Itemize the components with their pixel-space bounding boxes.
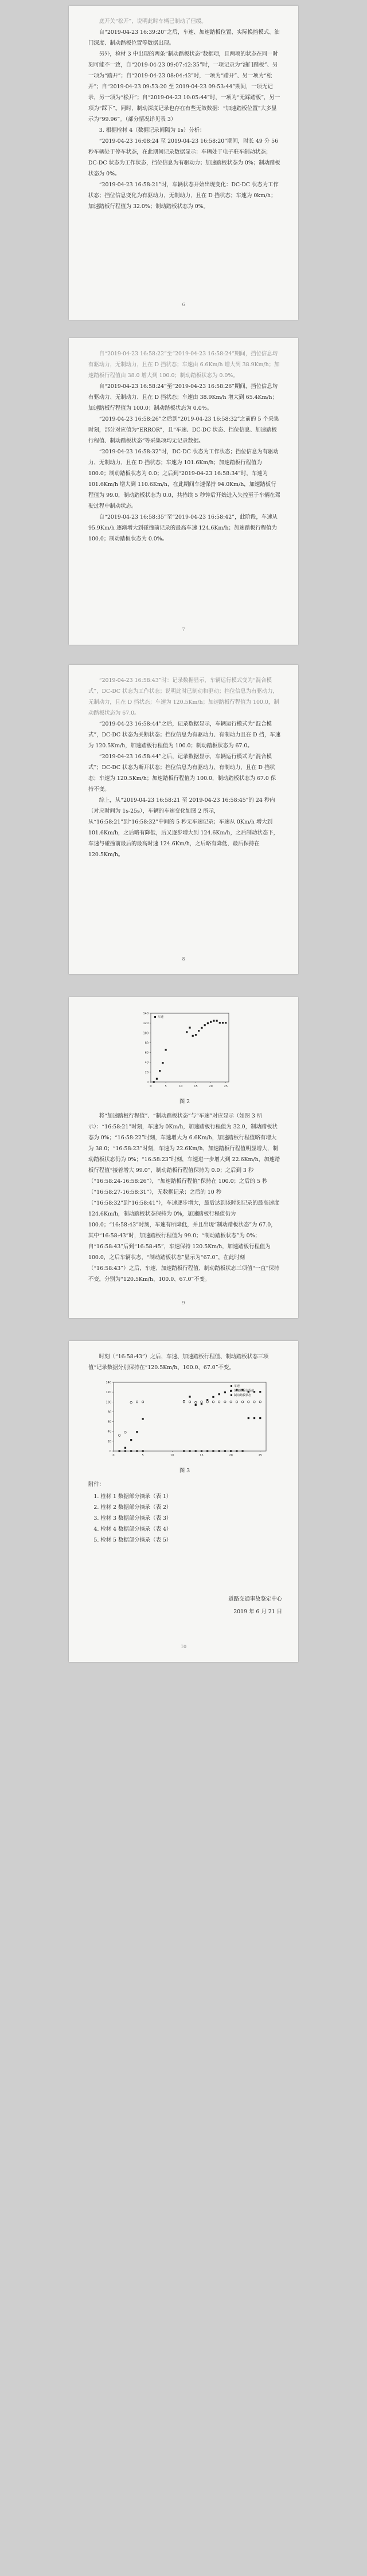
- y-tick-label: 100: [143, 1032, 149, 1036]
- paragraph: 综上，从“2019-04-23 16:58:21 至 2019-04-23 16:58:45”的 24 秒内（对应时间为 1s-25s），车辆的车速变化如图 2 所示，从“16:58:21”到“16:58:32”中间的 5 秒无车速记录；车速从 0Km/h 增大到 101.6Km/h，之后略有降低，后又逐步增大到 124.6Km/h，之后制动状态下，车速与碰撞前最后的最高时速 124.6Km/h，之后略有降低，最后保持在 120.5Km/h。: [88, 797, 279, 858]
- paragraph: “2019-04-23 16:58:44”之后，记录数据显示，车辆运行模式为“混合模式”；DC-DC 状态为断开状态；挡位信息为有驱动力、有制动力，且在 D 挡状态；车速为 120.5Km/h；加速踏板行程值为 100.0，制动踏板状态为 67.0 保持不变。: [88, 754, 276, 793]
- data-point: [224, 1391, 226, 1393]
- y-tick-label: 60: [107, 1420, 111, 1424]
- data-point: [206, 1450, 208, 1452]
- data-point: [136, 1401, 138, 1403]
- legend-marker: [154, 1016, 156, 1018]
- y-tick-label: 40: [145, 1061, 149, 1065]
- page-number: 7: [182, 627, 185, 632]
- data-point: [201, 1027, 202, 1029]
- x-tick-label: 5: [165, 1085, 167, 1088]
- data-point: [124, 1447, 126, 1449]
- data-point: [195, 1450, 197, 1452]
- data-point: [195, 1401, 197, 1403]
- data-point: [225, 1022, 227, 1024]
- x-tick-label: 15: [200, 1454, 204, 1457]
- data-point: [218, 1450, 220, 1452]
- page-number: 6: [182, 302, 185, 307]
- paragraph: 自“2019-04-23 16:58:22”至“2019-04-23 16:58:24”期间，挡位信息均有驱动力，无制动力，且在 D 挡状态；车速由 6.6Km/h 增大到 38.9Km/h；加速踏板行程值由 38.0 增大到 100.0；制动踏板状态为 0.0%。: [88, 351, 280, 379]
- y-tick-label: 140: [143, 1012, 149, 1015]
- data-point: [222, 1022, 224, 1024]
- x-tick-label: 10: [179, 1085, 183, 1088]
- x-tick-label: 10: [170, 1454, 174, 1457]
- data-point: [241, 1450, 243, 1452]
- data-point: [189, 1027, 190, 1029]
- data-point: [253, 1417, 255, 1419]
- x-tick-label: 0: [150, 1085, 152, 1088]
- data-point: [212, 1401, 214, 1403]
- data-point: [183, 1450, 185, 1452]
- data-point: [142, 1450, 144, 1452]
- data-point: [195, 1404, 197, 1406]
- data-point: [189, 1396, 190, 1398]
- y-tick-label: 20: [107, 1440, 111, 1444]
- paragraph: 自“2019-04-23 16:58:35”至“2019-04-23 16:58:42”，此阶段，车速从 95.9Km/h 逐渐增大到碰撞前记录的最高车速 124.6Km/h；加速踏板行程值为 100.0；制动踏板状态为 0.0%。: [88, 514, 278, 542]
- attachment-item: 5. 检材 5 数据部分摘录（表 5）: [93, 1537, 172, 1543]
- data-point: [248, 1401, 249, 1403]
- data-point: [124, 1450, 126, 1452]
- data-point: [230, 1450, 232, 1452]
- legend-label: 加速踏板行程值: [234, 1389, 255, 1393]
- data-point: [201, 1401, 202, 1403]
- plot-frame: [114, 1382, 266, 1451]
- data-point: [153, 1081, 155, 1083]
- paragraph: “2019-04-23 16:58:21”时，车辆状态开始出现变化：DC-DC 状态为工作状态；挡位信息变化为有驱动力，无制动力，且在 D 挡状态；车速为 0km/h；加速踏板行程值为 32.0%；制动踏板状态为 0%。: [88, 182, 279, 210]
- data-point: [218, 1393, 220, 1395]
- data-point: [156, 1078, 158, 1080]
- combined-chart-svg: [99, 1377, 271, 1463]
- attachment-item: 2. 检材 2 数据部分摘录（表 2）: [93, 1504, 172, 1511]
- data-point: [201, 1403, 202, 1405]
- x-tick-label: 15: [194, 1085, 198, 1088]
- data-point: [218, 1401, 220, 1403]
- x-tick-label: 25: [258, 1454, 262, 1457]
- data-point: [236, 1450, 237, 1452]
- attachment-item: 3. 检材 3 数据部分摘录（表 3）: [93, 1515, 172, 1522]
- paragraph: 将“加速踏板行程值”、“制动踏板状态”与“车速”对应显示（如图 3 所示）：“16:58:21”时刻，车速为 0Km/h，加速踏板行程值为 32.0，制动踏板状态为 0%；“16:58:22”时刻，车速增大为 6.6Km/h，加速踏板行程值略有增大为 38.0；“16:58:23”时刻，车速为 22.6Km/h，加速踏板行程值明显增大，制动踏板状态仍为 0%；“16:58:23”时刻，车速进一步增大到 22.6Km/h，加速踏板行程值“接着增大 99.0”，制动踏板行程值保持为 0.0；之后到 3 秒（“16:58:24-16:58:26”），“加速踏板行程值”保持在 100.0；之后的 5 秒（“16:58:27-16:58:31”），无数据记录；之后的 10 秒（“16:58:32”到“16:58:41”），车速逐步增大，最后达到该时刻记录的最高速度 124.6Km/h，制动踏板状态保持为 0%，加速踏板行程值仍为 100.0；“16:58:43”时刻，车速有所降低，并且出现“制动踏板状态”为 67.0，其中“16:58:43”时，加速踏板行程值为 99.0；“制动踏板状态”为 0%；自“16:58:43”后到“16:58:45”，车速保持 120.5Km/h，加速踏板行程值为 100.0，之后车辆状态，“制动踏板状态”显示为“67.0”，在此时刻（“16:58:43”）之后，车速、加速踏板行程值、制动踏板状态三项值“一直”保持不变，分别为“120.5Km/h、100.0、67.0”不变。: [88, 1113, 280, 1283]
- data-point: [136, 1450, 138, 1452]
- attachment-item: 1. 检材 1 数据部分摘录（表 1）: [93, 1493, 172, 1500]
- data-point: [189, 1450, 190, 1452]
- data-point: [130, 1450, 132, 1452]
- combined-chart: [99, 1377, 271, 1463]
- plot-frame: [151, 1013, 229, 1082]
- paragraph: 时刻（“16:58:43”）之后，车速、加速踏板行程值、制动踏板状态三项值“记录数据分别保持在“120.5Km/h、100.0、67.0”不变。: [88, 1354, 269, 1371]
- paragraph: “2019-04-23 16:58:43”时：记录数据显示，车辆运行模式变为“混合模式”，DC-DC 状态为工作状态；说明此时已制动和驱动；挡位信息为有驱动力，无制动力，且在 D 挡状态；车速为 120.5Km/h；加速踏板行程值为 100.0，制动踏板状态为 67.0。: [88, 677, 279, 716]
- y-tick-label: 40: [107, 1430, 111, 1434]
- data-point: [192, 1035, 194, 1037]
- data-point: [142, 1418, 144, 1420]
- attachments-title: 附件：: [88, 1481, 105, 1488]
- data-point: [224, 1450, 226, 1452]
- legend-label: 制动踏板状态: [234, 1394, 252, 1397]
- page-6: [69, 6, 298, 320]
- data-point: [219, 1022, 221, 1024]
- y-tick-label: 80: [107, 1410, 111, 1414]
- paragraph: 自“2019-04-23 16:39:20”之后，车速、加速踏板位置、实际换挡模式、油门深度、制动踏板位置等数据出现。: [88, 29, 280, 46]
- y-tick-label: 20: [145, 1071, 149, 1075]
- x-tick-label: 20: [229, 1454, 233, 1457]
- data-point: [236, 1401, 237, 1403]
- paragraph: 自“2019-04-23 16:58:24”至“2019-04-23 16:58:26”期间，挡位信息均有驱动力、无制动力、且在 D 挡状态；车速由 38.9Km/h 增大到 65.4Km/h；加速踏板行程值为 100.0；制动踏板状态为 0.0%。: [88, 383, 278, 411]
- data-point: [206, 1401, 208, 1403]
- paragraph: “2019-04-23 16:08:24 至 2019-04-23 16:58:20”期间，时长 49 分 56 秒车辆处于停车状态，在此期间记录数据显示：车辆处于电子驻车制动状态；DC-DC 状态为工作状态，挡位信息为有驱动力；加速踏板状态为 0%；制动踏板状态为 0%。: [88, 138, 280, 177]
- y-tick-label: 120: [106, 1391, 111, 1395]
- data-point: [206, 1399, 208, 1401]
- y-tick-label: 0: [109, 1450, 111, 1453]
- data-point: [183, 1401, 185, 1403]
- data-point: [213, 1020, 214, 1022]
- data-point: [142, 1401, 143, 1403]
- data-point: [241, 1401, 243, 1403]
- x-tick-label: 5: [142, 1454, 144, 1457]
- data-point: [119, 1434, 120, 1436]
- data-point: [207, 1022, 209, 1024]
- data-point: [130, 1401, 132, 1403]
- x-tick-label: 20: [209, 1085, 213, 1088]
- signature-org: 道路交通事故鉴定中心: [228, 1596, 282, 1602]
- data-point: [248, 1417, 249, 1419]
- data-point: [165, 1049, 167, 1050]
- legend-marker: [231, 1394, 232, 1396]
- page-number: 8: [182, 956, 185, 962]
- x-tick-label: 25: [224, 1085, 228, 1088]
- page-7: [69, 338, 298, 645]
- data-point: [212, 1450, 214, 1452]
- data-point: [130, 1439, 132, 1441]
- paragraph: “2019-04-23 16:58:44”之后，记录数据显示，车辆运行模式为“混合模式”，DC-DC 状态为关断状态；挡位信息为有驱动力、有制动力且在 D 挡，车速为 120.5Km/h，加速踏板行程值为 100.0；制动踏板状态为 67.0。: [88, 721, 281, 749]
- data-point: [210, 1021, 212, 1023]
- data-point: [259, 1401, 261, 1403]
- paragraph: 另外，检材 3 中出现的两条“制动踏板状态”数据项，且两项的状态在同一时刻可能不一致，自“2019-04-23 09:07:42:35”时，一项记录为“油门踏板”、另一项为“踏开”；自“2019-04-23 08:04:43”时，一项为“踏开”、另一项为“松开”；自“2019-04-23 09:53:20 至 2019-04-23 09:53:44”期间，一项无记录，另一项为“松开”；自“2019-04-23 10:05:44”时，一项为“无踩踏板”，另一项为“踩下”。同时，制动深度记录也存在有些无效数据：“加速踏板位置”大多显示为“99.96”。（部分情况详见表 3）: [88, 51, 280, 123]
- data-point: [198, 1030, 200, 1032]
- paragraph: “2019-04-23 16:58:32”时，DC-DC 状态为工作状态；挡位信息为有驱动力、无制动力、且在 D 挡状态；车速为 101.6Km/h；加速踏板行程值为 100.0；制动踏板状态为 0.0；之后到“2019-04-23 16:58:34”时，车速为 101.6Km/h 增大到 110.6Km/h，在此期间车速保持 94.0Km/h，加速踏板行程值为 99.0，制动踏板状态为 0.0，共持续 5 秒钟后开始进入失控至于车辆在驾驶过程中制动状态。: [88, 449, 280, 509]
- page-number: 10: [180, 1644, 187, 1649]
- speed-chart-svg: [136, 1007, 233, 1093]
- page-9: [69, 997, 298, 1318]
- signature-block: [228, 1593, 282, 1618]
- y-tick-label: 120: [143, 1022, 149, 1026]
- y-tick-label: 60: [145, 1051, 149, 1055]
- figure-caption: 图 3: [179, 1468, 190, 1474]
- data-point: [159, 1070, 161, 1072]
- speed-chart: [136, 1007, 233, 1093]
- data-point: [224, 1401, 226, 1403]
- data-point: [195, 1034, 197, 1036]
- data-point: [189, 1401, 190, 1403]
- legend-marker: [231, 1385, 232, 1387]
- data-point: [212, 1396, 214, 1398]
- page-10: [69, 1341, 298, 1662]
- data-point: [253, 1401, 255, 1403]
- paragraph: 底开关“松开”，说明此时车辆已制动了但缓。: [99, 18, 207, 25]
- data-point: [162, 1062, 163, 1064]
- legend-label: 车速: [158, 1015, 164, 1019]
- attachment-item: 4. 检材 4 数据部分摘录（表 4）: [93, 1526, 172, 1532]
- data-point: [201, 1450, 202, 1452]
- data-point: [259, 1417, 261, 1419]
- paragraph: 3. 根据检材 4（数据记录间隔为 1s）分析：: [99, 127, 205, 134]
- data-point: [124, 1432, 126, 1433]
- y-tick-label: 80: [145, 1041, 149, 1045]
- page-8: [69, 665, 298, 974]
- data-point: [186, 1031, 188, 1033]
- data-point: [259, 1391, 261, 1393]
- data-point: [230, 1401, 232, 1403]
- y-tick-label: 0: [146, 1081, 149, 1084]
- x-tick-label: 0: [112, 1454, 115, 1457]
- data-point: [119, 1450, 120, 1452]
- legend-label: 车速: [234, 1385, 240, 1388]
- figure-caption: 图 2: [179, 1099, 190, 1105]
- data-point: [136, 1431, 138, 1433]
- data-point: [216, 1020, 217, 1022]
- page-number: 9: [182, 1300, 185, 1305]
- y-tick-label: 140: [106, 1381, 111, 1385]
- signature-date: 2019 年 6 月 21 日: [233, 1609, 282, 1615]
- legend-marker: [231, 1390, 232, 1391]
- paragraph: “2019-04-23 16:58:26”之后到“2019-04-23 16:58:32”之前的 5 个采集时刻，部分对应值为“ERROR”，且“车速、DC-DC 状态、挡位信息、加速踏板行程值、制动踏板状态”等采集项均无记录数据。: [88, 416, 279, 444]
- y-tick-label: 100: [106, 1401, 111, 1405]
- data-point: [204, 1024, 206, 1026]
